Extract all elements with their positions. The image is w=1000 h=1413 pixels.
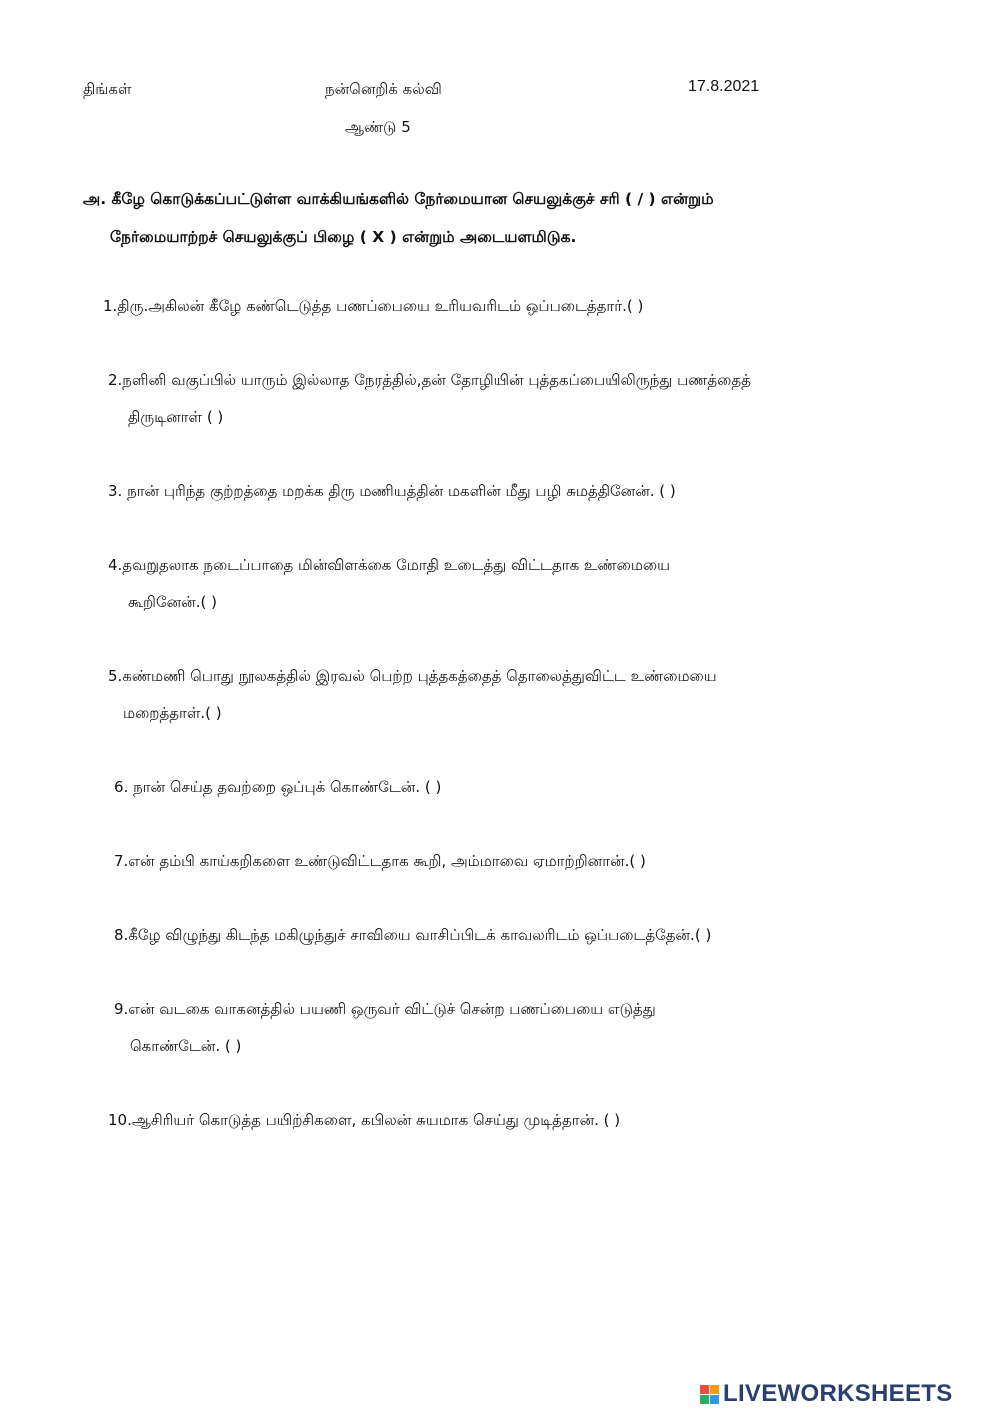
question-8[interactable]: 8.கீழே விழுந்து கிடந்த மகிழுந்துச் சாவியை வாசிப்பிடக் காவலரிடம் ஒப்படைத்தேன்.( ) xyxy=(114,926,712,944)
question-4[interactable]: 4.தவறுதலாக நடைப்பாதை மின்விளக்கை மோதி உடைத்து விட்டதாக உண்மையை xyxy=(108,556,670,574)
subject-label: நன்னெறிக் கல்வி xyxy=(325,80,442,98)
date-label: 17.8.2021 xyxy=(688,78,760,95)
question-2[interactable]: 2.நளினி வகுப்பில் யாரும் இல்லாத நேரத்தில்,தன் தோழியின் புத்தகப்பையிலிருந்து பணத்தைத் xyxy=(108,371,751,389)
liveworksheets-logo xyxy=(700,1380,953,1408)
question-3[interactable]: 3. நான் புரிந்த குற்றத்தை மறக்க திரு மணியத்தின் மகளின் மீது பழி சுமத்தினேன். ( ) xyxy=(108,482,676,500)
question-5-cont[interactable]: மறைத்தாள்.( ) xyxy=(123,704,222,722)
question-9-cont[interactable]: கொண்டேன். ( ) xyxy=(130,1037,242,1055)
instruction-line-2: நேர்மையாற்றச் செயலுக்குப் பிழை ( X ) என்றும் அடையளமிடுக. xyxy=(110,228,577,246)
question-2-cont[interactable]: திருடினாள் ( ) xyxy=(128,408,224,426)
instruction-line-1: அ. கீழே கொடுக்கப்பட்டுள்ள வாக்கியங்களில் நேர்மையான செயலுக்குச் சரி ( / ) என்றும் xyxy=(83,190,714,208)
question-10[interactable]: 10.ஆசிரியர் கொடுத்த பயிற்சிகளை, கபிலன் சுயமாக செய்து முடித்தான். ( ) xyxy=(108,1111,621,1129)
question-6[interactable]: 6. நான் செய்த தவற்றை ஒப்புக் கொண்டேன். ( ) xyxy=(114,778,442,796)
day-label: திங்கள் xyxy=(83,80,132,98)
question-5[interactable]: 5.கண்மணி பொது நூலகத்தில் இரவல் பெற்ற புத்தகத்தைத் தொலைத்துவிட்ட உண்மையை xyxy=(108,667,717,685)
question-7[interactable]: 7.என் தம்பி காய்கறிகளை உண்டுவிட்டதாக கூறி, அம்மாவை ஏமாற்றினான்.( ) xyxy=(114,852,646,870)
question-4-cont[interactable]: கூறினேன்.( ) xyxy=(128,593,217,611)
logo-text: LIVEWORKSHEETS xyxy=(723,1380,953,1407)
logo-tiles-icon xyxy=(700,1385,719,1404)
question-1[interactable]: 1.திரு.அகிலன் கீழே கண்டெடுத்த பணப்பையை உரியவரிடம் ஒப்படைத்தார்.( ) xyxy=(103,297,644,315)
question-9[interactable]: 9.என் வடகை வாகனத்தில் பயணி ஒருவர் விட்டுச் சென்ற பணப்பையை எடுத்து xyxy=(114,1000,656,1018)
year-label: ஆண்டு 5 xyxy=(345,118,411,136)
